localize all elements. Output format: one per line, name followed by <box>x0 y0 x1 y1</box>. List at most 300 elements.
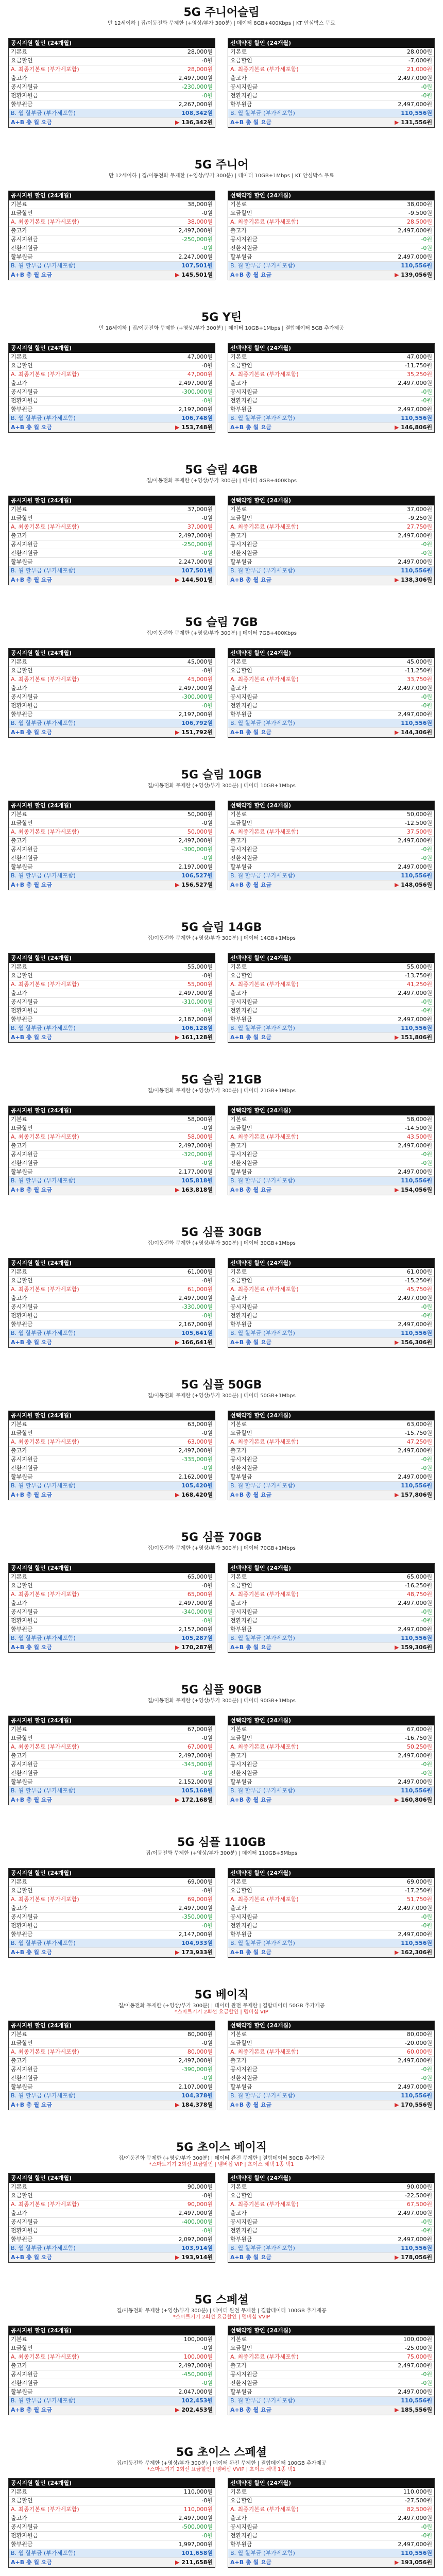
table-row <box>228 719 434 728</box>
table-row <box>9 2488 215 2497</box>
subsidy-table <box>8 2021 215 2110</box>
row-label: 요금할인 <box>230 820 252 826</box>
row-value: -0원 <box>421 1617 432 1624</box>
table-row <box>228 1634 434 1643</box>
row-label: 출고가 <box>11 1752 27 1759</box>
row-value: 2,497,000원 <box>398 227 432 234</box>
plan-description: 집/이동전화 무제한 (+영상/부가 300분) | 데이터 7GB+400Kbps <box>146 631 297 636</box>
row-value: -11,250원 <box>404 667 432 674</box>
table-row <box>9 998 215 1007</box>
row-value: 65,000원 <box>187 1573 213 1580</box>
row-label: 전환지원금 <box>230 397 258 404</box>
row-label: B. 월 할부금 (부가세포함) <box>230 872 295 879</box>
total-row <box>9 118 215 127</box>
total-row <box>9 728 215 737</box>
plan-header <box>0 155 443 191</box>
row-label: 기본료 <box>11 2336 27 2343</box>
total-label: A+B 총 월 요금 <box>11 577 53 583</box>
row-value: 2,497,000원 <box>398 406 432 413</box>
row-label: 전환지원금 <box>230 1160 258 1166</box>
subsidy-table <box>8 2478 215 2568</box>
table-row <box>228 989 434 998</box>
row-value: -0원 <box>201 1007 213 1014</box>
row-value: 110,556원 <box>401 1177 432 1184</box>
row-label: 공시지원금 <box>11 1608 39 1615</box>
table-row <box>9 2039 215 2048</box>
row-label: B. 월 할부금 (부가세포함) <box>230 415 295 421</box>
row-label: 기본료 <box>230 2183 247 2190</box>
plan-title: 5G Y틴 <box>201 311 242 324</box>
table-row <box>228 1303 434 1312</box>
row-value: 104,933원 <box>181 1940 213 1946</box>
table-row <box>228 2218 434 2227</box>
total-label: A+B 총 월 요금 <box>11 1797 53 1803</box>
total-value: ▶ 161,128원 <box>175 1033 213 1042</box>
table-row <box>228 2057 434 2065</box>
contract-discount-table <box>228 1716 435 1805</box>
table-row <box>9 2549 215 2558</box>
row-value: 75,000원 <box>406 2353 432 2360</box>
table-row <box>228 92 434 100</box>
plan-note: *스마트기기 2회선 요금할인 | 멤버십 VVIP <box>173 2314 270 2320</box>
table-row <box>228 1015 434 1024</box>
row-value: 67,500원 <box>406 2201 432 2208</box>
row-value: 50,000원 <box>406 811 432 818</box>
row-value: 2,497,000원 <box>178 1752 213 1759</box>
row-value: -0원 <box>201 1160 213 1166</box>
row-label: B. 월 할부금 (부가세포함) <box>11 2550 76 2556</box>
row-value: -0원 <box>421 1160 432 1166</box>
table-row <box>228 1024 434 1033</box>
table-row <box>9 200 215 209</box>
total-label: A+B 총 월 요금 <box>230 882 272 888</box>
row-value: 107,501원 <box>181 262 213 269</box>
row-label: 출고가 <box>230 2210 247 2216</box>
row-label: 전환지원금 <box>230 2075 258 2081</box>
row-label: 전환지원금 <box>230 2380 258 2386</box>
row-value: -0원 <box>201 2192 213 2199</box>
row-value: 2,497,000원 <box>398 837 432 844</box>
table-row <box>228 1760 434 1769</box>
row-label: 출고가 <box>11 1447 27 1454</box>
total-row <box>9 1490 215 1500</box>
row-value: 2,497,000원 <box>178 1142 213 1149</box>
row-value: -0원 <box>201 1430 213 1436</box>
table-row <box>228 2039 434 2048</box>
table-row <box>9 1760 215 1769</box>
row-value: 37,500원 <box>406 828 432 835</box>
table-header: 선택약정 할인 (24개월) <box>228 39 434 48</box>
table-row <box>9 1930 215 1939</box>
plan-description: 집/이동전화 무제한 (+영상/부가 300분) | 데이터 완전 무제한 | 결합데이터 100GB 추가제공 <box>116 2308 327 2314</box>
row-label: 공시지원금 <box>11 2371 39 2378</box>
row-label: 공시지원금 <box>230 2523 258 2530</box>
table-row <box>228 810 434 819</box>
plan-section <box>0 1372 443 1525</box>
table-row <box>9 1320 215 1329</box>
total-value: ▶ 148,056원 <box>395 880 432 890</box>
row-label: 요금할인 <box>230 515 252 521</box>
row-label: 할부원금 <box>11 253 33 260</box>
row-label: 요금할인 <box>230 667 252 674</box>
plan-tables <box>0 343 443 433</box>
table-row <box>228 1159 434 1168</box>
row-label: 공시지원금 <box>11 693 39 700</box>
total-label: A+B 총 월 요금 <box>11 1492 53 1498</box>
row-label: 전환지원금 <box>11 1617 39 1624</box>
row-value: 90,000원 <box>406 2183 432 2190</box>
row-value: 37,000원 <box>406 506 432 513</box>
table-row <box>228 863 434 872</box>
row-value: 2,497,000원 <box>398 2083 432 2090</box>
row-value: 2,497,000원 <box>398 1473 432 1480</box>
row-value: -0원 <box>421 702 432 709</box>
plan-tables <box>0 191 443 280</box>
plan-tables <box>0 496 443 585</box>
total-label: A+B 총 월 요금 <box>11 2406 53 2413</box>
row-label: 할부원금 <box>230 1778 252 1785</box>
row-value: -500,000원 <box>181 2523 213 2530</box>
row-value: 2,497,000원 <box>398 1931 432 1938</box>
row-value: 2,497,000원 <box>178 1447 213 1454</box>
table-row <box>228 980 434 989</box>
row-label: A. 최종기본료 (부가세포함) <box>11 1743 79 1750</box>
row-label: 할부원금 <box>11 558 33 565</box>
plan-description: 집/이동전화 무제한 (+영상/부가 300분) | 데이터 10GB+1Mbps <box>147 783 296 789</box>
row-value: -0원 <box>201 1735 213 1741</box>
table-row <box>228 353 434 362</box>
row-value: -0원 <box>201 1922 213 1929</box>
row-value: 2,497,000원 <box>398 101 432 108</box>
row-label: A. 최종기본료 (부가세포함) <box>230 676 299 683</box>
table-row <box>9 845 215 854</box>
table-row <box>228 388 434 397</box>
table-row <box>9 837 215 845</box>
total-value: ▶ 160,806원 <box>395 1795 432 1805</box>
table-row <box>9 980 215 989</box>
row-label: 출고가 <box>230 532 247 539</box>
row-label: 요금할인 <box>230 210 252 216</box>
total-row <box>228 1033 434 1042</box>
row-value: 58,000원 <box>187 1116 213 1123</box>
total-label: A+B 총 월 요금 <box>230 119 272 126</box>
row-label: 공시지원금 <box>230 83 258 90</box>
row-label: 할부원금 <box>230 2388 252 2395</box>
contract-discount-table <box>228 2021 435 2110</box>
row-label: A. 최종기본료 (부가세포함) <box>230 1896 299 1903</box>
table-row <box>9 227 215 235</box>
row-value: -11,750원 <box>404 362 432 369</box>
row-value: 106,128원 <box>181 1025 213 1031</box>
row-label: A. 최종기본료 (부가세포함) <box>11 2201 79 2208</box>
total-value: ▶ 168,420원 <box>175 1490 213 1500</box>
row-label: 할부원금 <box>11 2541 33 2548</box>
table-row <box>228 83 434 92</box>
total-label: A+B 총 월 요금 <box>11 1034 53 1041</box>
total-row <box>228 1795 434 1805</box>
table-row <box>9 1294 215 1303</box>
plan-title: 5G 슬림 14GB <box>181 921 262 934</box>
row-value: 2,497,000원 <box>398 75 432 81</box>
table-row <box>228 963 434 972</box>
row-label: 전환지원금 <box>230 702 258 709</box>
row-value: 2,497,000원 <box>178 2057 213 2064</box>
row-value: -9,250원 <box>408 515 432 521</box>
row-value: 110,556원 <box>401 2550 432 2556</box>
table-row <box>9 1939 215 1948</box>
row-label: 요금할인 <box>230 2345 252 2351</box>
row-label: 기본료 <box>230 201 247 208</box>
table-row <box>228 693 434 702</box>
table-row <box>9 2200 215 2209</box>
subsidy-table <box>8 496 215 585</box>
row-label: 전환지원금 <box>11 550 39 556</box>
table-row <box>9 2083 215 2092</box>
table-row <box>228 397 434 405</box>
table-row <box>9 1268 215 1277</box>
row-value: -330,000원 <box>181 1303 213 1310</box>
row-label: 요금할인 <box>230 57 252 64</box>
row-value: -0원 <box>421 541 432 548</box>
table-row <box>9 1887 215 1895</box>
row-value: -25,000원 <box>404 2345 432 2351</box>
row-value: -0원 <box>201 2532 213 2539</box>
table-row <box>9 567 215 575</box>
table-row <box>9 2505 215 2514</box>
table-row <box>9 405 215 414</box>
table-row <box>228 1177 434 1185</box>
subsidy-table <box>8 953 215 1043</box>
plan-title: 5G 주니어 <box>194 159 249 172</box>
row-label: 공시지원금 <box>230 998 258 1005</box>
subsidy-table <box>8 191 215 280</box>
total-value: ▶ 202,453원 <box>175 2405 213 2415</box>
row-value: 110,556원 <box>401 2092 432 2099</box>
row-value: 45,000원 <box>187 676 213 683</box>
table-row <box>228 558 434 567</box>
total-value: ▶ 153,748원 <box>175 423 213 432</box>
row-label: A. 최종기본료 (부가세포함) <box>11 2353 79 2360</box>
row-value: 2,497,000원 <box>398 1905 432 1911</box>
row-value: 108,342원 <box>181 110 213 116</box>
table-row <box>9 397 215 405</box>
row-label: 할부원금 <box>230 1016 252 1023</box>
total-row <box>9 1338 215 1347</box>
row-value: 2,147,000원 <box>178 1931 213 1938</box>
row-label: 전환지원금 <box>11 1160 39 1166</box>
table-row <box>228 1590 434 1599</box>
row-value: 27,750원 <box>406 523 432 530</box>
plan-title: 5G 심플 90GB <box>181 1684 262 1697</box>
subsidy-table <box>8 343 215 433</box>
table-row <box>228 1769 434 1778</box>
table-row <box>9 2218 215 2227</box>
row-value: -0원 <box>421 1608 432 1615</box>
row-label: 출고가 <box>230 1905 247 1911</box>
table-row <box>228 998 434 1007</box>
row-label: B. 월 할부금 (부가세포함) <box>230 2550 295 2556</box>
row-value: 63,000원 <box>406 1421 432 1428</box>
row-value: -0원 <box>421 1761 432 1768</box>
row-value: 2,177,000원 <box>178 1168 213 1175</box>
row-value: -0원 <box>201 1887 213 1894</box>
plan-note: *스마트기기 2회선 요금할인 | 멤버십 VVIP | 초이스 혜택 1종 택1 <box>147 2467 296 2472</box>
row-value: -14,500원 <box>404 1125 432 1131</box>
row-label: 전환지원금 <box>230 1312 258 1319</box>
row-value: 2,497,000원 <box>398 1016 432 1023</box>
row-value: 2,047,000원 <box>178 2388 213 2395</box>
row-value: 103,914원 <box>181 2245 213 2251</box>
row-label: 전환지원금 <box>230 1465 258 1471</box>
plan-tables <box>0 801 443 890</box>
row-label: 요금할인 <box>230 2040 252 2046</box>
row-value: 2,497,000원 <box>398 863 432 870</box>
table-row <box>9 1752 215 1760</box>
total-value: ▶ 156,527원 <box>175 880 213 890</box>
table-header: 공시지원 할인 (24개월) <box>9 2479 215 2488</box>
table-row <box>9 1608 215 1617</box>
table-row <box>228 262 434 270</box>
table-row <box>9 1878 215 1887</box>
row-label: 요금할인 <box>11 1735 33 1741</box>
table-row <box>9 2244 215 2253</box>
table-row <box>228 514 434 523</box>
row-label: 출고가 <box>11 1295 27 1301</box>
table-row <box>9 1482 215 1490</box>
row-value: 2,497,000원 <box>178 1905 213 1911</box>
row-value: 47,000원 <box>187 353 213 360</box>
row-value: -20,000원 <box>404 2040 432 2046</box>
table-row <box>9 414 215 423</box>
table-row <box>9 1464 215 1473</box>
row-label: A. 최종기본료 (부가세포함) <box>230 2506 299 2513</box>
table-row <box>228 710 434 719</box>
row-label: A. 최종기본료 (부가세포함) <box>11 2506 79 2513</box>
table-row <box>228 2048 434 2057</box>
plan-title: 5G 슬림 7GB <box>185 616 258 629</box>
row-label: 요금할인 <box>230 1735 252 1741</box>
row-label: 전환지원금 <box>230 1922 258 1929</box>
table-header: 공시지원 할인 (24개월) <box>9 1259 215 1268</box>
table-row <box>228 1895 434 1904</box>
contract-discount-table <box>228 1258 435 1348</box>
total-row <box>9 2558 215 2567</box>
total-row <box>9 423 215 432</box>
row-value: -0원 <box>201 820 213 826</box>
table-row <box>228 2370 434 2379</box>
subsidy-table <box>8 801 215 890</box>
row-label: 기본료 <box>11 1116 27 1123</box>
row-label: 공시지원금 <box>11 388 39 395</box>
row-label: 기본료 <box>230 658 247 665</box>
row-value: 2,497,000원 <box>398 2362 432 2369</box>
table-row <box>9 854 215 863</box>
table-row <box>9 2183 215 2192</box>
total-value: ▶ 211,658원 <box>175 2558 213 2567</box>
row-label: 할부원금 <box>11 2236 33 2243</box>
row-value: 2,197,000원 <box>178 711 213 718</box>
row-label: 할부원금 <box>230 863 252 870</box>
plan-header <box>0 612 443 648</box>
table-row <box>228 2074 434 2083</box>
row-label: 요금할인 <box>11 1430 33 1436</box>
row-value: -0원 <box>421 397 432 404</box>
row-value: 67,000원 <box>187 1743 213 1750</box>
row-value: 2,497,000원 <box>398 253 432 260</box>
table-row <box>9 100 215 109</box>
table-row <box>9 1429 215 1438</box>
subsidy-table <box>8 1258 215 1348</box>
total-value: ▶ 156,306원 <box>395 1338 432 1347</box>
table-row <box>228 2092 434 2100</box>
row-label: 출고가 <box>230 2362 247 2369</box>
row-value: -0원 <box>421 2075 432 2081</box>
plan-header <box>0 1832 443 1868</box>
row-value: 69,000원 <box>187 1878 213 1885</box>
table-row <box>9 1913 215 1922</box>
total-row <box>9 2100 215 2110</box>
row-label: A. 최종기본료 (부가세포함) <box>11 981 79 988</box>
row-value: -450,000원 <box>181 2371 213 2378</box>
table-row <box>228 1277 434 1285</box>
row-label: 기본료 <box>230 963 247 970</box>
row-value: -0원 <box>421 846 432 853</box>
plan-title: 5G 심플 30GB <box>181 1226 262 1239</box>
table-row <box>9 1142 215 1150</box>
total-label: A+B 총 월 요금 <box>230 1339 272 1346</box>
row-label: 요금할인 <box>230 2497 252 2504</box>
table-row <box>228 1734 434 1743</box>
row-label: A. 최종기본료 (부가세포함) <box>230 981 299 988</box>
plan-tables <box>0 1563 443 1653</box>
row-label: B. 월 할부금 (부가세포함) <box>11 1787 76 1794</box>
plan-title: 5G 슬림 10GB <box>181 769 262 782</box>
row-label: 기본료 <box>230 1878 247 1885</box>
row-label: 기본료 <box>11 658 27 665</box>
plan-section <box>0 152 443 305</box>
table-row <box>228 2344 434 2353</box>
table-row <box>228 845 434 854</box>
row-label: 기본료 <box>230 506 247 513</box>
row-value: 2,497,000원 <box>178 2210 213 2216</box>
row-label: 공시지원금 <box>11 541 39 548</box>
table-row <box>9 1420 215 1429</box>
row-label: 전환지원금 <box>230 1617 258 1624</box>
table-row <box>228 819 434 828</box>
table-row <box>9 1124 215 1133</box>
row-label: 기본료 <box>230 811 247 818</box>
row-label: 공시지원금 <box>230 2066 258 2073</box>
row-label: 기본료 <box>11 2031 27 2038</box>
table-header: 선택약정 할인 (24개월) <box>228 1259 434 1268</box>
table-row <box>228 2235 434 2244</box>
table-row <box>228 972 434 980</box>
plan-tables <box>0 1868 443 1958</box>
row-label: 출고가 <box>230 1295 247 1301</box>
plan-note: *스마트기기 2회선 요금할인 | 멤버십 VIP | 초이스 혜택 1종 택1 <box>149 2162 294 2167</box>
table-row <box>9 362 215 370</box>
plan-header <box>0 2137 443 2173</box>
table-row <box>228 523 434 532</box>
row-label: A. 최종기본료 (부가세포함) <box>11 676 79 683</box>
row-value: -0원 <box>201 397 213 404</box>
row-value: -345,000원 <box>181 1761 213 1768</box>
total-value: ▶ 138,306원 <box>395 575 432 585</box>
row-value: -13,750원 <box>404 972 432 979</box>
row-value: -27,500원 <box>404 2497 432 2504</box>
row-label: 전환지원금 <box>11 702 39 709</box>
row-value: 55,000원 <box>406 963 432 970</box>
